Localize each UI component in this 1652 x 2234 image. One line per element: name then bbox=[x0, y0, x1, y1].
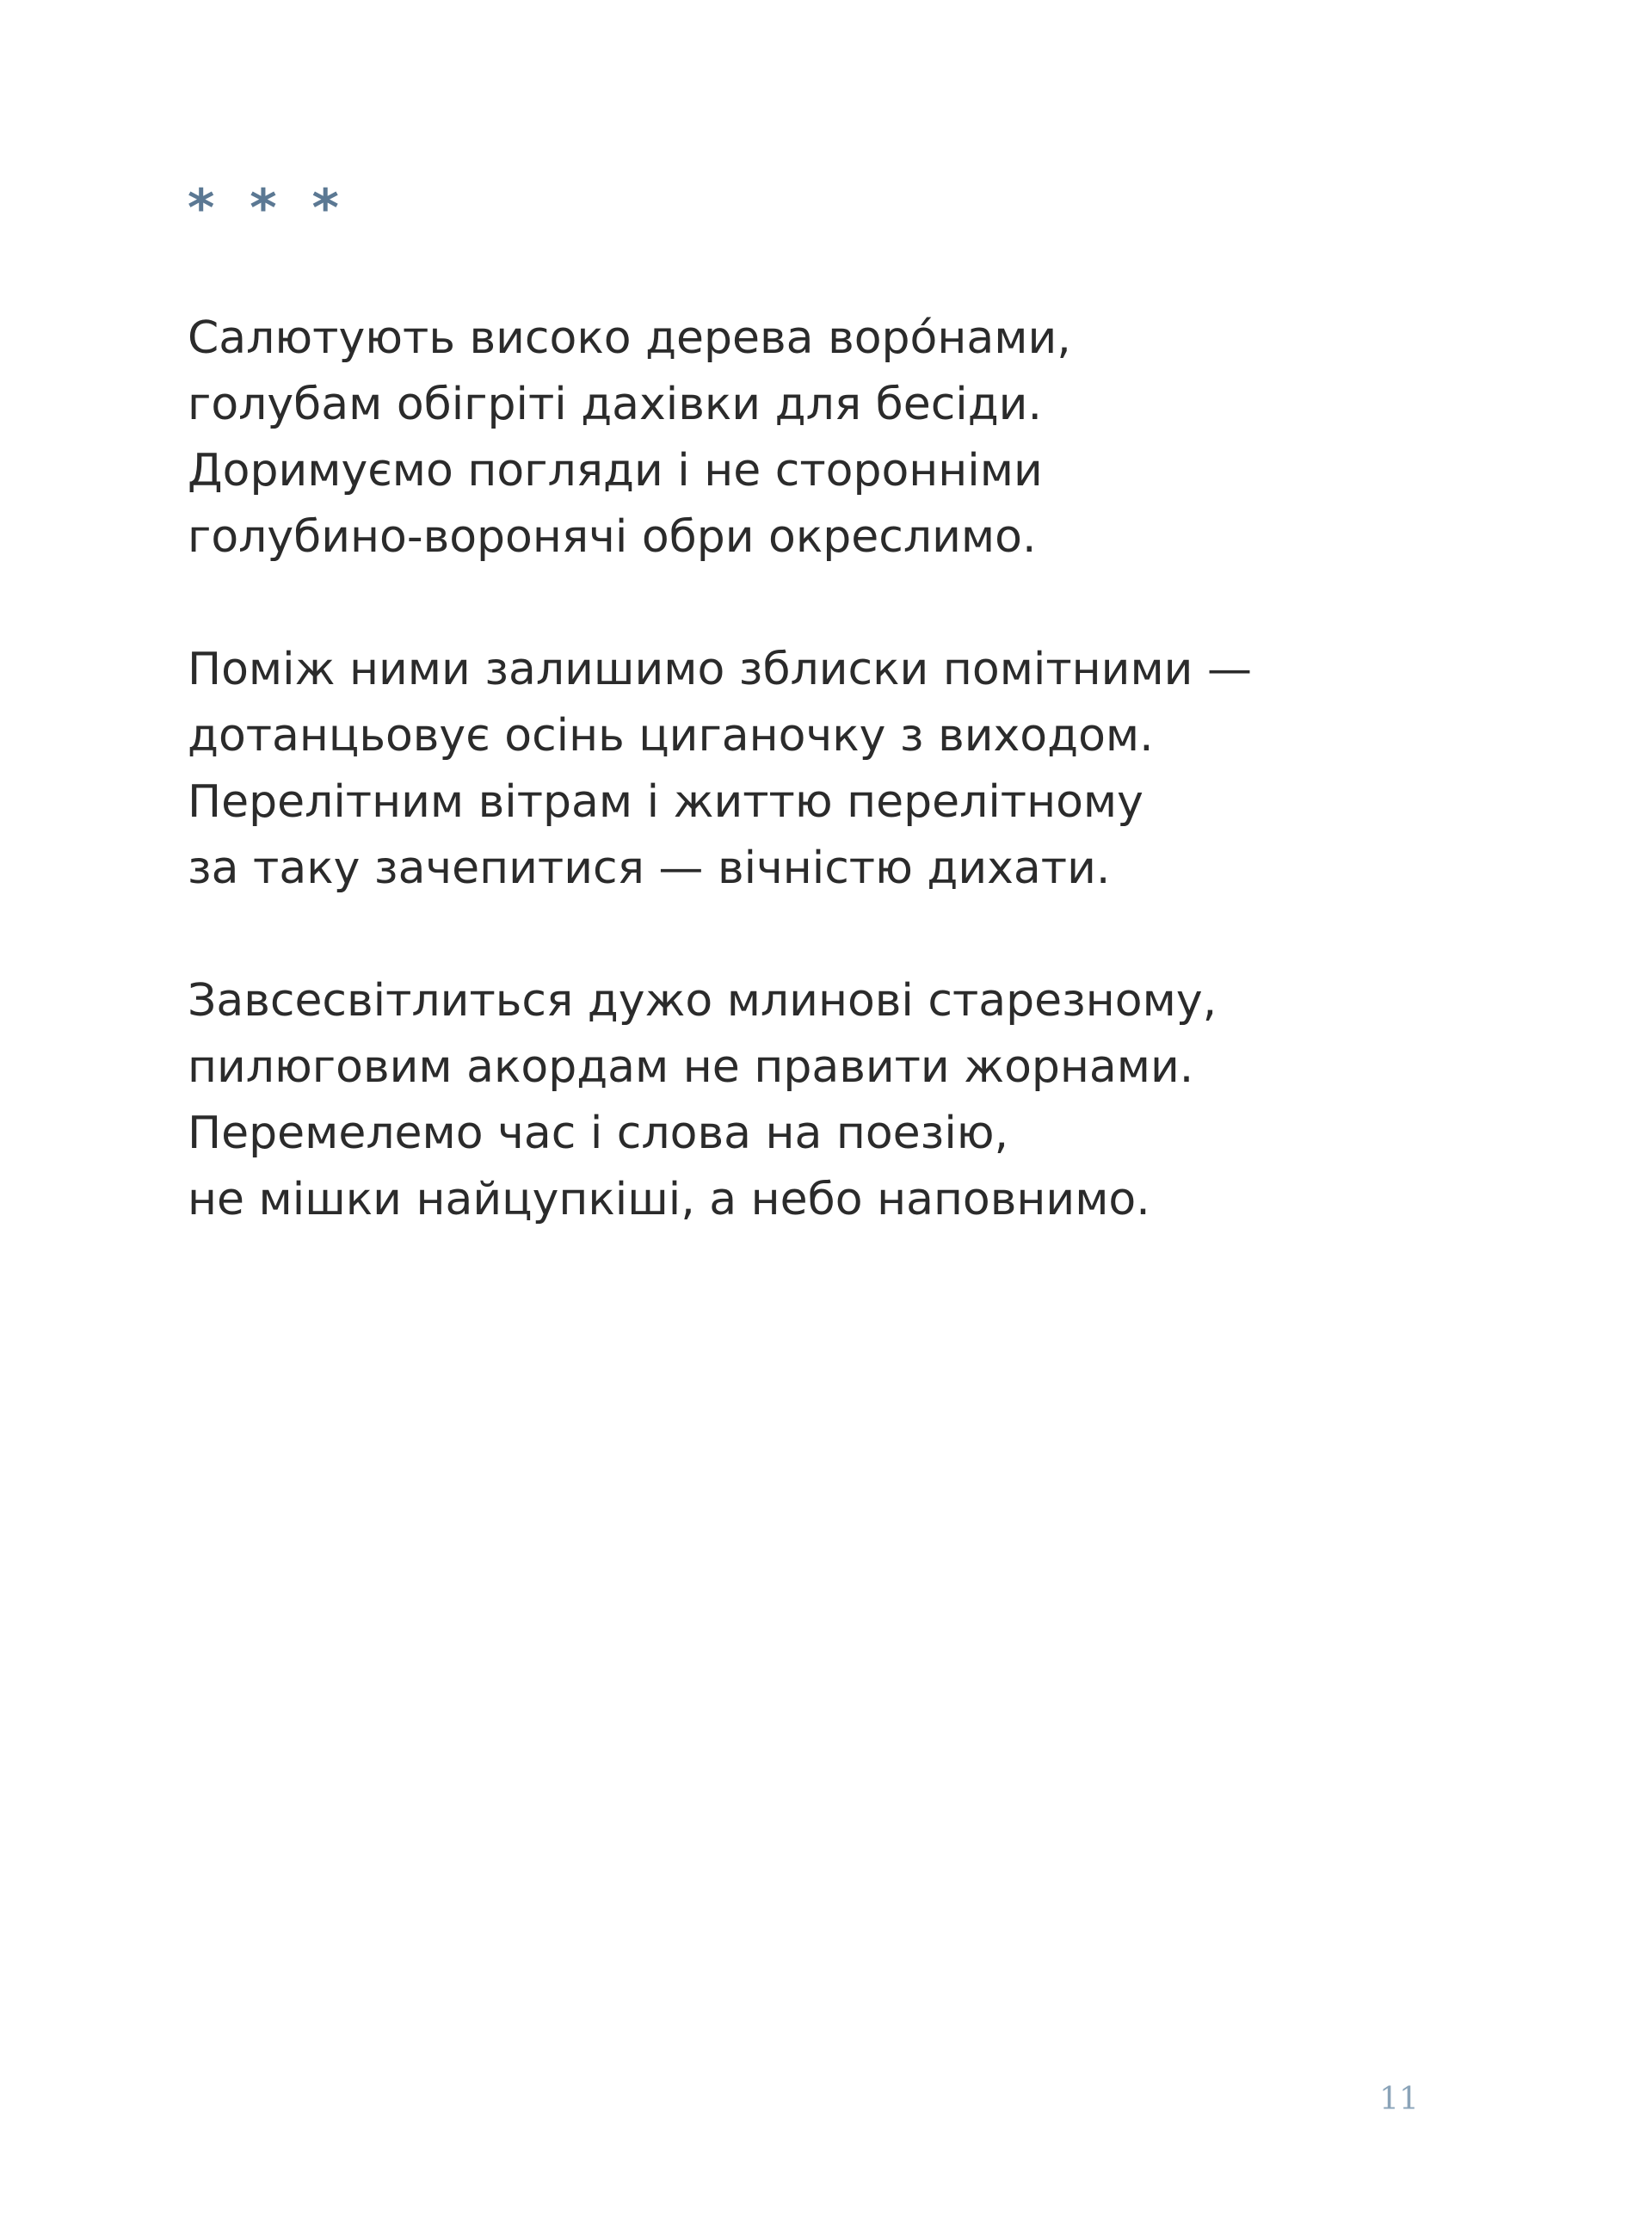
stanza bbox=[188, 968, 1478, 1233]
poem-line: пилюговим акордам не правити жорнами. bbox=[188, 1041, 1194, 1093]
poem bbox=[188, 305, 1478, 1299]
poem-line: Поміж ними залишимо зблиски помітними — bbox=[188, 644, 1253, 695]
poem-line: голубам обігріті дахівки для бесіди. bbox=[188, 379, 1043, 430]
page-number: 11 bbox=[1379, 2082, 1419, 2117]
poem-line: дотанцьовує осінь циганочку з виходом. bbox=[188, 710, 1154, 762]
poem-line: Перемелемо час і слова на поезію, bbox=[188, 1108, 1009, 1159]
section-separator: * * * bbox=[188, 178, 348, 238]
poem-line: Завсесвітлиться дужо млинові старезному, bbox=[188, 975, 1217, 1027]
poem-line: не мішки найцупкіші, а небо наповнимо. bbox=[188, 1174, 1150, 1225]
poem-line: Салютують високо дерева воро́нами, bbox=[188, 312, 1071, 364]
poem-line: голубино-воронячі обри окреслимо. bbox=[188, 511, 1037, 563]
stanza bbox=[188, 305, 1478, 571]
poem-line: за таку зачепитися — вічністю дихати. bbox=[188, 842, 1111, 894]
poem-line: Доримуємо погляди і не сторонніми bbox=[188, 445, 1043, 497]
poem-line: Перелітним вітрам і життю перелітному bbox=[188, 776, 1143, 828]
stanza bbox=[188, 637, 1478, 902]
